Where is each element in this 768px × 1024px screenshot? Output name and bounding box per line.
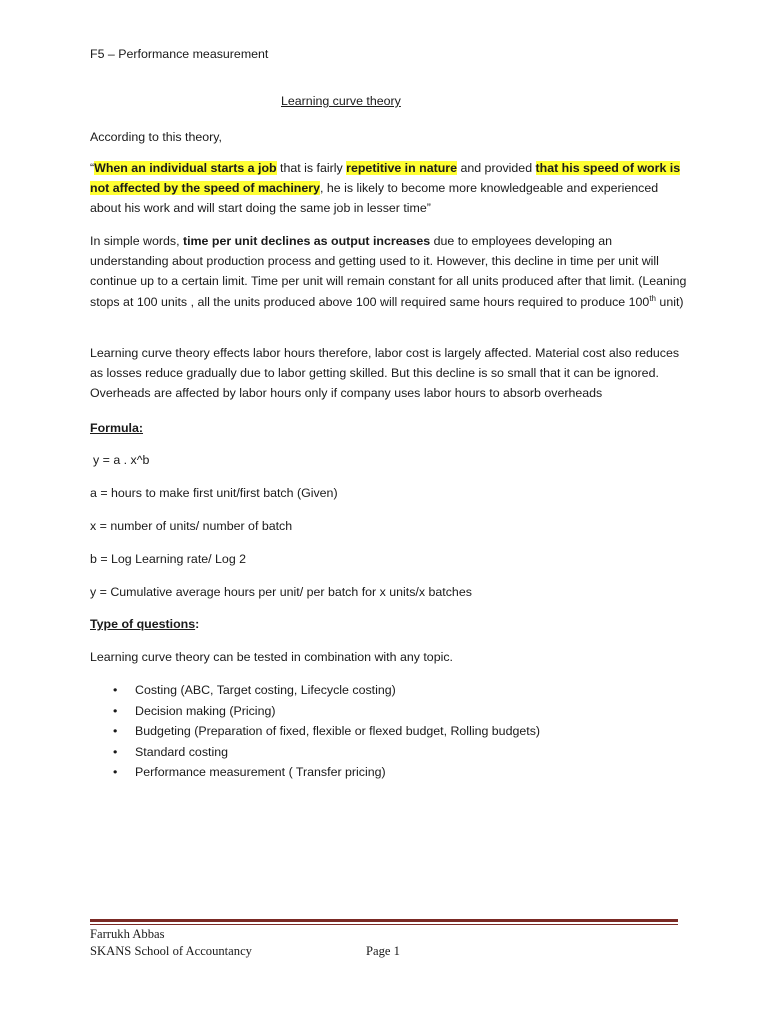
list-item-text: Decision making (Pricing)	[135, 703, 276, 718]
footer-page-number: Page 1	[366, 944, 400, 958]
para2-rest: due to employees developing an understanding about production process and getting used to it. However, this decline in time per unit will continue up to a certain limit. Time per unit will remain constant for all units produced after that limit. (Leaning stops at 100 units , all the units produced above 100 will required same hours required to produce 100	[90, 234, 687, 309]
definition-quote	[90, 158, 690, 219]
bullet-icon: •	[113, 703, 118, 718]
question-types-heading-text: Type of questions	[90, 617, 196, 631]
bullet-icon: •	[113, 724, 118, 739]
definition-y: y = Cumulative average hours per unit/ per batch for x units/x batches	[90, 585, 472, 599]
list-item-text: Budgeting (Preparation of fixed, flexible or flexed budget, Rolling budgets)	[135, 724, 541, 739]
bullet-icon: •	[113, 765, 118, 780]
list-item-text: Standard costing	[135, 744, 228, 759]
document-title: Learning curve theory	[281, 94, 401, 108]
para2-bold: time per unit declines as output increases	[182, 234, 431, 248]
highlight-repetitive: repetitive in nature	[346, 161, 457, 175]
list-item-text: Costing (ABC, Target costing, Lifecycle costing)	[135, 683, 396, 697]
intro-text: According to this theory,	[90, 130, 223, 144]
quote-close: ”	[426, 201, 431, 216]
question-types-heading	[90, 614, 690, 634]
quote-open: “	[90, 161, 95, 175]
formula-equation: y = a . x^b	[93, 453, 150, 467]
formula-heading: Formula:	[90, 421, 144, 435]
footer-rule-thick	[90, 919, 678, 922]
running-header: F5 – Performance measurement	[90, 47, 269, 61]
definition-a: a = hours to make first unit/first batch (Given)	[90, 486, 338, 500]
list-item	[90, 701, 540, 722]
labor-cost-paragraph: Learning curve theory effects labor hours therefore, labor cost is largely affected. Material cost also reduces as losses reduce gradually due to labor getting skilled. But this decline is so small that it can be ignored. Overheads are affected by labor hours only if company uses labor hours to absorb overheads	[90, 346, 680, 401]
list-item-text: Performance measurement ( Transfer pricing)	[135, 765, 386, 780]
footer-rule-thin	[90, 924, 678, 925]
list-item	[90, 721, 540, 742]
list-item	[90, 742, 540, 763]
highlight-speed-of-work: that his speed of work is not affected by the speed of machinery	[90, 161, 681, 196]
quote-text-2: and provided	[457, 161, 536, 175]
quote-text-1: that is fairly	[276, 161, 347, 175]
definition-b: b = Log Learning rate/ Log 2	[90, 552, 247, 566]
question-types-heading-colon: :	[195, 617, 200, 631]
bullet-icon: •	[113, 683, 118, 697]
highlight-starts-a-job: When an individual starts a job	[94, 161, 277, 175]
definition-x: x = number of units/ number of batch	[90, 519, 293, 533]
footer-school: SKANS School of Accountancy	[90, 944, 252, 958]
simple-words-paragraph	[90, 231, 690, 312]
question-types-intro: Learning curve theory can be tested in combination with any topic.	[90, 650, 453, 664]
quote-text-3: , he is likely to become more knowledgeable and experienced about his work and will start doing the same job in lesser time	[90, 181, 659, 216]
list-item	[90, 680, 540, 701]
para2-end: unit)	[655, 294, 684, 309]
para2-lead: In simple words,	[90, 234, 183, 248]
list-item	[90, 762, 540, 783]
para2-superscript: th	[649, 293, 656, 303]
bullet-icon: •	[113, 744, 118, 759]
question-topics-list	[90, 680, 540, 783]
footer-author: Farrukh Abbas	[90, 927, 165, 941]
